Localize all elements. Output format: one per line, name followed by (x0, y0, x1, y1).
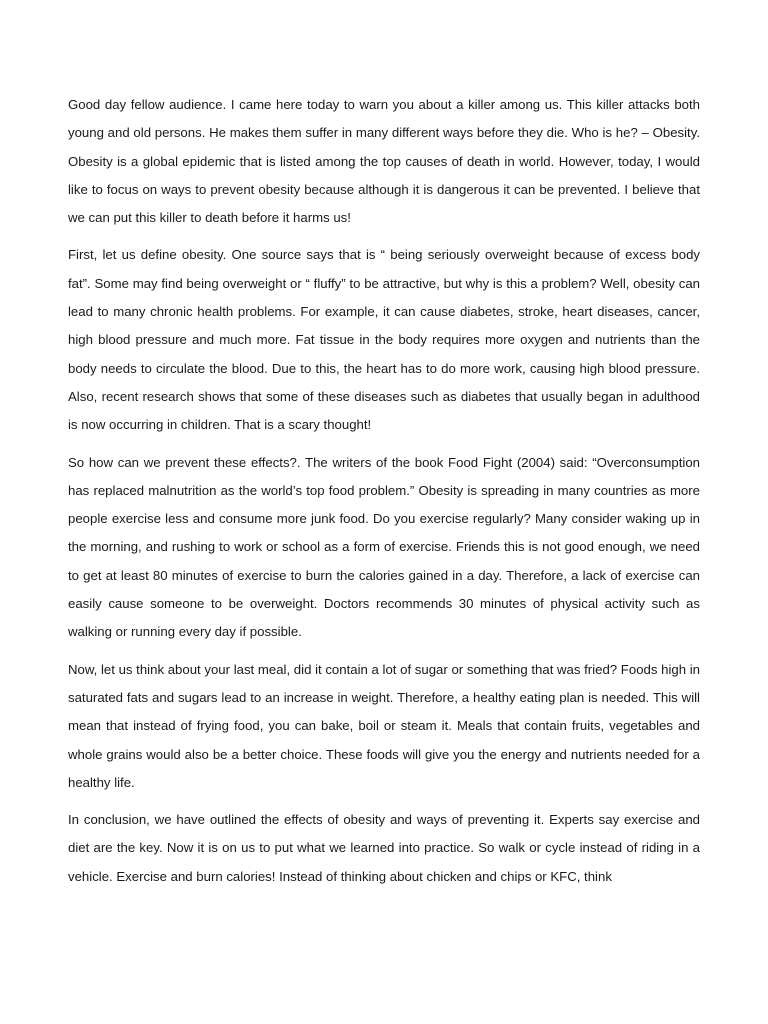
paragraph-conclusion: In conclusion, we have outlined the effects of obesity and ways of preventing it. Experts say exercise and diet are the key. Now it is on us to put what we learned into practice. So walk or cycle instead of riding in a vehicle. Exercise and burn calories! Instead of thinking about chicken and chips or KFC, think (68, 812, 700, 884)
paragraph-diet: Now, let us think about your last meal, did it contain a lot of sugar or something that was fried? Foods high in saturated fats and sugars lead to an increase in weight. Therefore, a healthy eating plan is needed. This will mean that instead of frying food, you can bake, boil or steam it. Meals that contain fruits, vegetables and whole grains would also be a better choice. These foods will give you the energy and nutrients needed for a healthy life. (68, 661, 700, 790)
document-body (68, 91, 700, 900)
paragraph-prevention-exercise: So how can we prevent these effects?. The writers of the book Food Fight (2004) said: “Overconsumption has replaced malnutrition as the world’s top food problem.” Obesity is spreading in many countries as more people exercise less and consume more junk food. Do you exercise regularly? Many consider waking up in the morning, and rushing to work or school as a form of exercise. Friends this is not good enough, we need to get at least 80 minutes of exercise to burn the calories gained in a day. Therefore, a lack of exercise can easily cause someone to be overweight. Doctors recommends 30 minutes of physical activity such as walking or running every day if possible. (68, 454, 700, 640)
paragraph-introduction: Good day fellow audience. I came here today to warn you about a killer among us. This killer attacks both young and old persons. He makes them suffer in many different ways before they die. Who is he? – Obesity. Obesity is a global epidemic that is listed among the top causes of death in world. However, today, I would like to focus on ways to prevent obesity because although it is dangerous it can be prevented. I believe that we can put this killer to death before it harms us! (68, 97, 700, 226)
paragraph-definition: First, let us define obesity. One source says that is “ being seriously overweight because of excess body fat”. Some may find being overweight or “ fluffy” to be attractive, but why is this a problem? Well, obesity can lead to many chronic health problems. For example, it can cause diabetes, stroke, heart diseases, cancer, high blood pressure and much more. Fat tissue in the body requires more oxygen and nutrients than the body needs to circulate the blood. Due to this, the heart has to do more work, causing high blood pressure. Also, recent research shows that some of these diseases such as diabetes that usually began in adulthood is now occurring in children. That is a scary thought! (68, 247, 700, 433)
